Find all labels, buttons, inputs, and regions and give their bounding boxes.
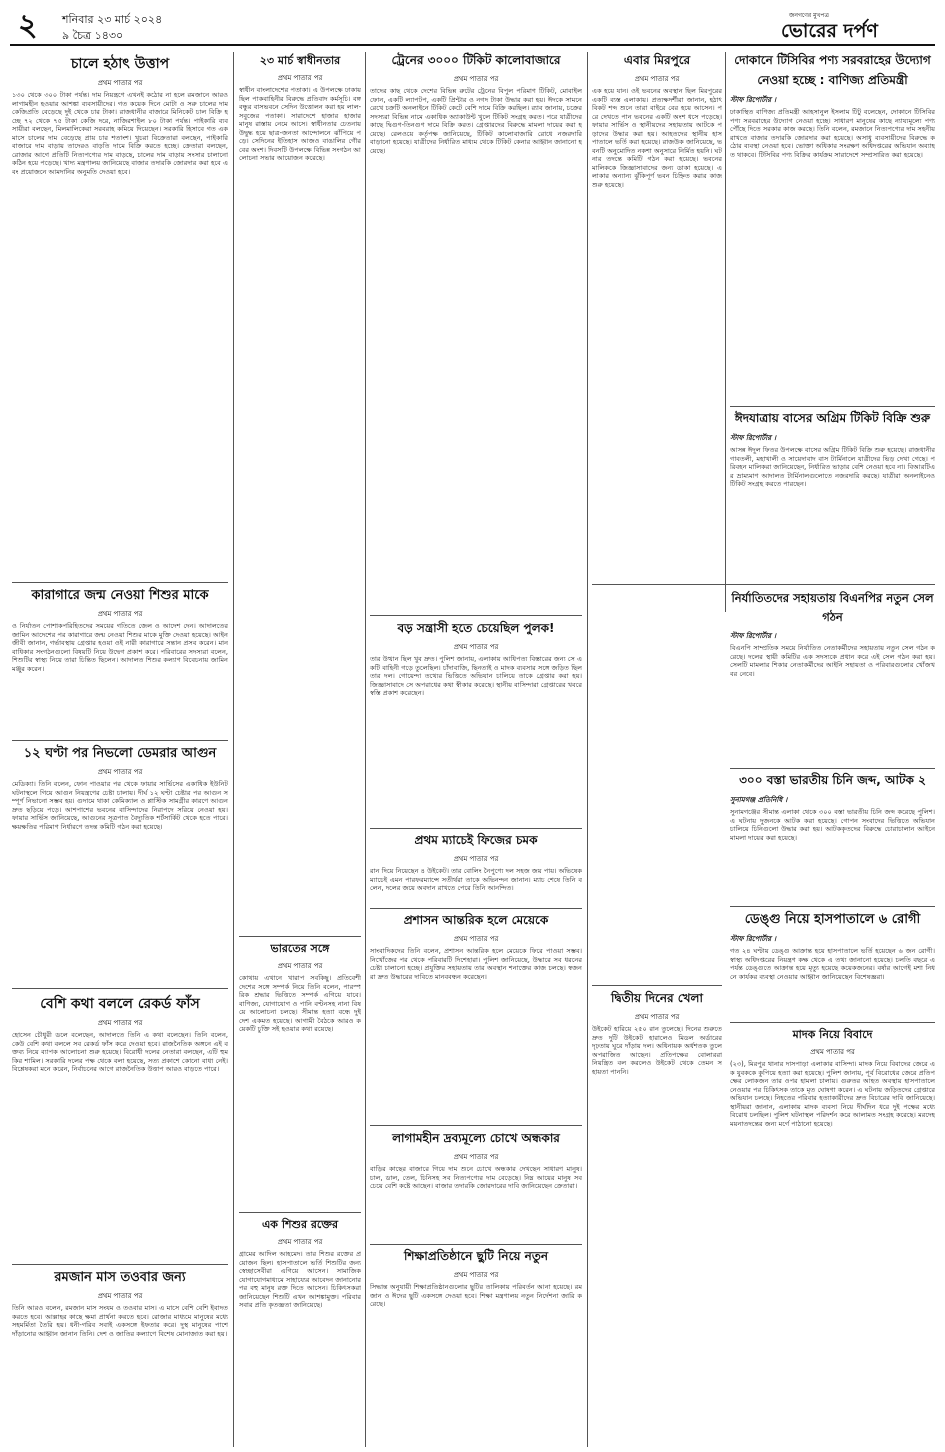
article-body: সিদ্ধান্ত অনুযায়ী শিক্ষাপ্রতিষ্ঠানগুলোর ছুটির তালিকায় পরিবর্তন আনা হয়েছে। রমজান ও ঈদের ছুটি একসঙ্গে দেওয়া হবে। শিক্ষা মন্ত্রণালয় নতুন নির্দেশনা জারি করেছে।: [370, 1283, 582, 1308]
continued-label: প্রথম পাতার পর: [453, 855, 499, 863]
article-ramadan: [12, 1268, 228, 1446]
reporter: স্টাফ রিপোর্টার ।: [730, 935, 777, 943]
date-line-bangla: ৯ চৈত্র ১৪৩০: [62, 29, 124, 42]
reporter: স্টাফ রিপোর্টার ।: [730, 632, 777, 640]
headline: এক শিশুর রক্তের: [261, 1218, 339, 1231]
article-divider: [370, 828, 582, 829]
article-child-blood: [239, 1216, 361, 1446]
article-prison-child: [12, 586, 228, 736]
continued-label: প্রথম পাতার পর: [453, 643, 499, 651]
article-divider: [592, 584, 935, 585]
headline: প্রথম ম্যাচেই ফিজের চমক: [414, 833, 538, 847]
article-train-tickets: [370, 52, 582, 612]
continued-label: প্রথম পাতার পর: [97, 1019, 143, 1027]
headline: ভারতের সঙ্গে: [270, 942, 330, 955]
logo-tagline: জনগণের মুখপত্র: [789, 12, 829, 19]
article-divider: [239, 936, 361, 937]
continued-label: প্রথম পাতার পর: [277, 962, 323, 970]
headline: ঈদযাত্রায় বাসের অগ্রিম টিকিট বিক্রি শুরু: [734, 411, 931, 425]
headline: প্রশাসন আন্তরিক হলে মেয়েকে: [403, 913, 549, 927]
continued-label: প্রথম পাতার পর: [97, 1292, 143, 1300]
article-body: এক হয়ে যান। ওই ভবনের অবস্থান ছিল মিরপুরের একটি ব্যস্ত এলাকায়। প্রত্যক্ষদর্শীরা জানান, হঠাৎ বিকট শব্দ শুনে তারা বাইরে বের হয়ে আসেন। পরে দেখতে পান ভবনের একটি অংশ ধসে পড়েছে। ফায়ার সার্ভিস ও স্থানীয়দের সহায়তায় আটকে পড়াদের উদ্ধার করা হয়। আহতদের স্থানীয় হাসপাতালে ভর্তি করা হয়েছে। রাজউক জানিয়েছে, ভবনটি অনুমোদিত নকশা অনুসারে নির্মিত হয়নি। ঘটনার তদন্তে কমিটি গঠন করা হয়েছে। ভবনের মালিককে জিজ্ঞাসাবাদের জন্য ডাকা হয়েছে। এলাকার অন্যান্য ঝুঁকিপূর্ণ ভবন চিহ্নিত করার কাজ শুরু হয়েছে।: [592, 87, 722, 189]
column-divider: [365, 52, 366, 1447]
article-body: ১৩০ থেকে ৩০০ টাকা পর্যন্ত। দাম নিয়ন্ত্রণে এখনই কঠোর না হলে রমজানে আরও লাগামহীন হওয়ার আশঙ্কা ব্যবসায়ীদের। গত কয়েক দিনে মোটা ও সরু চালের দাম কেজিপ্রতি বেড়েছে দুই থেকে চার টাকা। রাজধানীর বাজারে মিনিকেট চাল বিক্রি হচ্ছে ৭২ থেকে ৭৫ টাকা কেজি দরে, নাজিরশাইল ৮০ টাকা পর্যন্ত। পাইকারি ব্যবসায়ীরা বলছেন, মিলমালিকেরা সরবরাহ কমিয়ে দিয়েছেন। সরকারি হিসাবে গত এক মাসে চালের দাম বেড়েছে প্রায় চার শতাংশ। খুচরা বিক্রেতারা বলছেন, পাইকারি বাজারে দাম বাড়ায় তাদেরও বাড়তি দামে বিক্রি করতে হচ্ছে। ক্রেতারা বলছেন, রোজার আগে প্রতিটি নিত্যপণ্যের দাম বাড়ছে, চালের দাম বাড়ায় সংসার চালানো কঠিন হয়ে পড়েছে। খাদ্য মন্ত্রণালয় জানিয়েছে বাজার তদারকি জোরদার করা হবে এবং প্রয়োজনে আমদানির অনুমতি দেওয়া হবে।: [12, 91, 228, 176]
headline: মাদক নিয়ে বিবাদে: [792, 1028, 873, 1041]
article-mirpur: [592, 52, 722, 982]
article-drug-dispute: [730, 1026, 935, 1446]
article-body: হোসেন চৌধুরী ডলে বলেছেন, আদালতে তিনি এ কথা বলেছেন। তিনি বলেন, কেউ বেশি কথা বললে সব রেকর্ড ফাঁস করে দেওয়া হবে। রাজনৈতিক অঙ্গনে এই বক্তব্য নিয়ে ব্যাপক আলোচনা শুরু হয়েছে। বিরোধী দলের নেতারা বলছেন, এটি হুমকির শামিল। সরকারি দলের পক্ষ থেকে বলা হয়েছে, সত্য প্রকাশে কোনো বাধা নেই। বিশ্লেষকরা মনে করেন, নির্বাচনের আগে রাজনৈতিক উত্তাপ আরও বাড়তে পারে।: [12, 1031, 228, 1073]
column-divider: [587, 52, 588, 1447]
article-body: সুনামগঞ্জের সীমান্ত এলাকা থেকে ৩০০ বস্তা ভারতীয় চিনি জব্দ করেছে পুলিশ। এ ঘটনায় দুজনকে আটক করা হয়েছে। গোপন সংবাদের ভিত্তিতে অভিযান চালিয়ে চিনিগুলো উদ্ধার করা হয়। আটককৃতদের বিরুদ্ধে চোরাচালান আইনে মামলা দায়ের করা হয়েছে।: [730, 808, 935, 842]
article-body: বাড়ির কাছের বাজারে গিয়ে দাম শুনে চোখে অন্ধকার দেখছেন সাধারণ মানুষ। চাল, ডাল, তেল, চিনিসহ সব নিত্যপণ্যের দাম বেড়েছে। নিম্ন আয়ের মানুষ সবচেয়ে বেশি কষ্টে আছেন। বাজার তদারকি জোরদারের দাবি জানিয়েছেন ক্রেতারা।: [370, 1165, 582, 1190]
date-line: শনিবার ২৩ মার্চ ২০২৪: [62, 13, 163, 26]
article-body: উইকেট হারিয়ে ২৫০ রান তুলেছে। দিনের শুরুতে দ্রুত দুটি উইকেট হারালেও মিডল অর্ডারের দৃঢ়তায় ঘুরে দাঁড়ায় দল। অধিনায়ক অর্ধশতক তুলে অপরাজিত আছেন। প্রতিপক্ষের বোলাররা নিয়ন্ত্রিত বল করলেও উইকেট থেকে তেমন সহায়তা পাননি।: [592, 1025, 722, 1076]
page-number: ২: [18, 8, 38, 43]
article-divider: [370, 615, 582, 616]
article-body: (২৩), মিরপুর থানার দাসপাড়া এলাকার বাসিন্দা। মাদক নিয়ে বিবাদের জেরে এক যুবককে কুপিয়ে হত্যা করা হয়েছে। পুলিশ জানায়, পূর্ব বিরোধের জেরে প্রতিপক্ষের লোকজন তার ওপর হামলা চালায়। গুরুতর আহত অবস্থায় হাসপাতালে নেওয়ার পর চিকিৎসক তাকে মৃত ঘোষণা করেন। এ ঘটনায় জড়িতদের গ্রেপ্তারে অভিযান চলছে। নিহতের পরিবার হত্যাকারীদের দ্রুত বিচারের দাবি জানিয়েছে। স্থানীয়রা জানান, এলাকায় মাদক ব্যবসা নিয়ে দীর্ঘদিন ধরে দুই পক্ষের মধ্যে বিরোধ চলছিল। পুলিশ ঘটনাস্থল পরিদর্শন করে আলামত সংগ্রহ করেছে। মরদেহ ময়নাতদন্তের জন্য মর্গে পাঠানো হয়েছে।: [730, 1060, 935, 1128]
article-divider: [370, 1244, 582, 1245]
continued-label: প্রথম পাতার পর: [453, 1153, 499, 1161]
reporter: স্টাফ রিপোর্টার ।: [730, 96, 777, 104]
article-body: ঢাকাস্থিত বাণিজ্য প্রতিমন্ত্রী আহসানুল ইসলাম টিটু বলেছেন, দোকানে টিসিবির পণ্য সরবরাহের উদ্যোগ নেওয়া হচ্ছে। সাধারণ মানুষের কাছে ন্যায্যমূল্যে পণ্য পৌঁছে দিতে সরকার কাজ করছে। তিনি বলেন, রমজানে নিত্যপণ্যের দাম সহনীয় রাখতে বাজার তদারকি জোরদার করা হয়েছে। অসাধু ব্যবসায়ীদের বিরুদ্ধে কঠোর ব্যবস্থা নেওয়া হবে। ভোক্তা অধিকার সংরক্ষণ অধিদপ্তরের অভিযান অব্যাহত থাকবে। টিসিবির পণ্য বিক্রির কার্যক্রম সারাদেশে সম্প্রসারিত করা হয়েছে।: [730, 108, 935, 159]
column-divider: [233, 52, 234, 1447]
logo-name: ভোরের দর্পণ: [781, 20, 878, 42]
continued-label: প্রথম পাতার পর: [97, 768, 143, 776]
continued-label: প্রথম পাতার পর: [453, 75, 499, 83]
continued-label: প্রথম পাতার পর: [810, 1048, 855, 1056]
headline: দ্বিতীয় দিনের খেলা: [611, 991, 703, 1005]
reporter: সুনামগঞ্জ প্রতিনিধি ।: [730, 796, 788, 804]
continued-label: প্রথম পাতার পর: [277, 74, 323, 82]
article-divider: [370, 1125, 582, 1126]
article-body: গত ২৪ ঘণ্টায় ডেঙ্গু আক্রান্ত হয়ে হাসপাতালে ভর্তি হয়েছেন ৬ জন রোগী। স্বাস্থ্য অধিদপ্তরের নিয়ন্ত্রণ কক্ষ থেকে এ তথ্য জানানো হয়েছে। চলতি বছরে এ পর্যন্ত ডেঙ্গুতে আক্রান্ত হয়ে মৃত্যু হয়েছে কয়েকজনের। বর্ষার আগেই মশা নিধনে কার্যকর ব্যবস্থা নেওয়ার আহ্বান জানিয়েছেন বিশেষজ্ঞরা।: [730, 947, 935, 981]
article-divider: [370, 908, 582, 909]
headline: কারাগারে জন্ম নেওয়া শিশুর মাকে: [31, 588, 209, 603]
article-record-leak: [12, 992, 228, 1260]
column-divider: [725, 52, 726, 612]
headline: শিক্ষাপ্রতিষ্ঠানে ছুটি নিয়ে নতুন: [403, 1249, 548, 1263]
headline: রমজান মাস তওবার জন্য: [54, 1270, 186, 1285]
article-sugar-seized: [730, 772, 935, 902]
article-divider: [12, 1264, 228, 1265]
article-divider: [730, 1022, 935, 1023]
article-eid-bus: [730, 410, 935, 580]
article-pulak: [370, 620, 582, 825]
article-divider: [12, 582, 228, 583]
page-header: [10, 8, 935, 46]
headline: ২৩ মার্চ স্বাধীনতার: [259, 54, 341, 67]
article-divider: [592, 985, 722, 986]
continued-label: প্রথম পাতার পর: [97, 610, 143, 618]
continued-label: প্রথম পাতার পর: [453, 1271, 499, 1279]
article-body: স্বাধীন বাংলাদেশের পতাকা। এ উপলক্ষে ঢাকায় ছিল পাকবাহিনীর বিরুদ্ধে প্রতিবাদ কর্মসূচি। বঙ্গবন্ধুর বাসভবনে সেদিন উত্তোলন করা হয় লাল-সবুজের পতাকা। সারাদেশে হাজার হাজার মানুষ রাস্তায় নেমে আসে। স্বাধীনতার চেতনায় উদ্বুদ্ধ হয়ে ছাত্র-জনতা আন্দোলনে ঝাঁপিয়ে পড়ে। সেদিনের ইতিহাস আজও বাঙালির গৌরবের অংশ। দিবসটি উপলক্ষে বিভিন্ন সংগঠন আলোচনা সভার আয়োজন করেছে।: [239, 86, 361, 162]
headline: ট্রেনের ৩০০০ টিকিট কালোবাজারে: [391, 53, 561, 67]
article-bnp-cell: [730, 590, 935, 765]
article-body: রান দিয়ে নিয়েছেন ৪ উইকেট। তার বোলিং নৈপুণ্যে দল সহজ জয় পায়। অভিষেক ম্যাচেই এমন পারফরম্যান্সে সতীর্থরা তাকে অভিনন্দন জানান। ম্যাচ শেষে তিনি বলেন, দলের জয়ে অবদান রাখতে পেরে তিনি আনন্দিত।: [370, 867, 582, 892]
article-body: বিএনপি সাম্প্রতিক সময়ে নির্যাতিত নেতাকর্মীদের সহায়তায় নতুন সেল গঠন করেছে। দলের স্থায়ী কমিটির এক সদস্যকে প্রধান করে এই সেল গঠন করা হয়। সেলটি মামলার শিকার নেতাকর্মীদের আইনি সহায়তা ও পরিবারগুলোর খোঁজখবর নেবে।: [730, 644, 935, 678]
reporter: স্টাফ রিপোর্টার ।: [730, 434, 777, 442]
article-body: কোথায় এখানে খারাপ সবকিছু। প্রতিবেশী দেশের সঙ্গে সম্পর্ক নিয়ে তিনি বলেন, পারস্পরিক শ্রদ্ধার ভিত্তিতে সম্পর্ক এগিয়ে যাবে। বাণিজ্য, যোগাযোগ ও পানি বণ্টনসহ নানা বিষয়ে আলোচনা চলছে। সীমান্ত হত্যা বন্ধে দুই দেশ একমত হয়েছে। আগামী বৈঠকে আরও কয়েকটি চুক্তি সই হওয়ার কথা রয়েছে।: [239, 974, 361, 1033]
article-body: তাদের কাছ থেকে দেশের বিভিন্ন রুটের ট্রেনের বিপুল পরিমাণ টিকিট, মোবাইল ফোন, একটি ল্যাপটপ, একটি প্রিন্টার ও নগদ টাকা উদ্ধার করা হয়। ঈদকে সামনে রেখে চক্রটি অনলাইনে টিকিট কেটে বেশি দামে বিক্রি করছিল। র‍্যাব জানায়, চক্রের সদস্যরা বিভিন্ন নামে একাধিক অ্যাকাউন্ট খুলে টিকিট সংগ্রহ করত। পরে যাত্রীদের কাছে দ্বিগুণ-তিনগুণ দামে বিক্রি করত। গ্রেপ্তারদের বিরুদ্ধে মামলা দায়ের করা হয়েছে। রেলওয়ে কর্তৃপক্ষ জানিয়েছে, টিকিট কালোবাজারি রোধে নজরদারি বাড়ানো হয়েছে। যাত্রীদের নির্ধারিত মাধ্যম থেকে টিকিট কেনার আহ্বান জানানো হয়েছে।: [370, 87, 582, 155]
headline: লাগামহীন দ্রব্যমূল্যে চোখে অন্ধকার: [392, 1131, 560, 1145]
article-divider: [239, 1212, 361, 1213]
continued-label: প্রথম পাতার পর: [97, 79, 143, 87]
headline: ডেঙ্গু নিয়ে হাসপাতালে ৬ রোগী: [744, 912, 921, 927]
headline: এবার মিরপুরে: [623, 53, 691, 67]
article-divider: [12, 740, 228, 741]
article-tcb: [730, 52, 935, 402]
continued-label: প্রথম পাতার পর: [277, 1238, 323, 1246]
headline: বড় সন্ত্রাসী হতে চেয়েছিল পুলক!: [397, 621, 555, 635]
article-rice-price: [12, 52, 228, 580]
article-education-holiday: [370, 1248, 582, 1446]
article-prices-darkness: [370, 1130, 582, 1240]
article-divider: [12, 988, 228, 989]
headline: চালে হঠাৎ উত্তাপ: [70, 56, 170, 72]
article-body: সাংবাদিকদের তিনি বলেন, প্রশাসন আন্তরিক হলে মেয়েকে ফিরে পাওয়া সম্ভব। নিখোঁজের পর থেকে পরিবারটি দিশেহারা। পুলিশ জানিয়েছে, উদ্ধারে সব ধরনের চেষ্টা চালানো হচ্ছে। প্রযুক্তির সহায়তায় তার অবস্থান শনাক্তের কাজ চলছে। স্বজনরা দ্রুত উদ্ধারের দাবিতে মানববন্ধন করেছেন।: [370, 947, 582, 981]
continued-label: প্রথম পাতার পর: [453, 935, 499, 943]
article-second-day: [592, 990, 722, 1446]
headline: বেশি কথা বললে রেকর্ড ফাঁস: [40, 996, 200, 1012]
continued-label: প্রথম পাতার পর: [634, 1013, 680, 1021]
masthead-logo: [781, 10, 931, 40]
article-body: তিনি আরও বলেন, রমজান মাস সংযম ও তওবার মাস। এ মাসে বেশি বেশি ইবাদত করতে হবে। আল্লাহর কাছে ক্ষমা প্রার্থনা করতে হবে। রোজার মাধ্যমে মানুষের মধ্যে সহমর্মিতা তৈরি হয়। ধনী-গরিব সবাই একসঙ্গে ইফতার করে। দুস্থ মানুষের পাশে দাঁড়ানোর আহ্বান জানান তিনি। দেশ ও জাতির কল্যাণে বিশেষ মোনাজাত করা হয়।: [12, 1304, 228, 1338]
article-demra-fire: [12, 744, 228, 984]
article-divider: [730, 768, 935, 769]
article-march-23: [239, 52, 361, 932]
article-dengue: [730, 910, 935, 1018]
article-divider: [730, 906, 935, 907]
article-body: আসন্ন ঈদুল ফিতর উপলক্ষে বাসের অগ্রিম টিকিট বিক্রি শুরু হয়েছে। রাজধানীর গাবতলী, মহাখালী ও সায়েদাবাদ বাস টার্মিনালে যাত্রীদের ভিড় দেখা গেছে। পরিবহন মালিকরা জানিয়েছেন, নির্ধারিত ভাড়ার বেশি নেওয়া হবে না। বিআরটিএর ভ্রাম্যমাণ আদালত টার্মিনালগুলোতে নজরদারি করছে। যাত্রীরা অনলাইনেও টিকিট সংগ্রহ করতে পারছেন।: [730, 446, 935, 488]
article-body: গ্রামের আদিল আহমেদ। তার শিশুর রক্তের প্রয়োজন ছিল। হাসপাতালে ভর্তি শিশুটির জন্য স্বেচ্ছাসেবীরা এগিয়ে আসেন। সামাজিক যোগাযোগমাধ্যমে সাহায্যের আবেদন জানানোর পর বহু মানুষ রক্ত দিতে আসেন। চিকিৎসকরা জানিয়েছেন শিশুটি এখন আশঙ্কামুক্ত। পরিবার সবার প্রতি কৃতজ্ঞতা জানিয়েছে।: [239, 1250, 361, 1309]
continued-label: প্রথম পাতার পর: [634, 75, 680, 83]
article-body: ও নির্যাতন পোশাকপরিহিতদের সময়ের গতিতে জেল ও আদেশ দেন। আদালতের জামিন আদেশের পর কারাগারে জন্ম নেওয়া শিশুর মাকে মুক্তি দেওয়া হয়েছে। আইনজীবী জানান, গর্ভাবস্থায় গ্রেপ্তার হওয়া ওই নারী কারাগারে সন্তান প্রসব করেন। মানবাধিকার সংগঠনগুলো বিষয়টি নিয়ে উদ্বেগ প্রকাশ করে। পরিবারের সদস্যরা বলেন, শিশুটির স্বাস্থ্য নিয়ে তারা চিন্তিত ছিলেন। আদালত শিশুর কল্যাণ বিবেচনায় জামিন মঞ্জুর করেন।: [12, 622, 228, 673]
article-divider: [730, 406, 935, 407]
headline: ৩০০ বস্তা ভারতীয় চিনি জব্দ, আটক ২: [739, 773, 926, 787]
article-body: মেডিক্যা। তিনি বলেন, ফোন পাওয়ার পর থেকে ফায়ার সার্ভিসের একাধিক ইউনিট ঘটনাস্থলে গিয়ে আগুন নিয়ন্ত্রণের চেষ্টা চালায়। দীর্ঘ ১২ ঘণ্টা চেষ্টার পর আগুন সম্পূর্ণ নিভানো সম্ভব হয়। গুদামে থাকা কেমিক্যাল ও প্লাস্টিক সামগ্রীর কারণে আগুন দ্রুত ছড়িয়ে পড়ে। আশপাশের ভবনের বাসিন্দাদের নিরাপদে সরিয়ে নেওয়া হয়। ফায়ার সার্ভিস জানিয়েছে, আগুনের সূত্রপাত বৈদ্যুতিক শর্টসার্কিট থেকে হতে পারে। ক্ষয়ক্ষতির পরিমাণ নির্ধারণে তদন্ত কমিটি গঠন করা হয়েছে।: [12, 780, 228, 831]
headline: ১২ ঘণ্টা পর নিভলো ডেমরার আগুন: [23, 746, 217, 761]
headline: নির্যাতিতদের সহায়তায় বিএনপির নতুন সেল গঠন: [731, 591, 934, 624]
article-india: [239, 940, 361, 1208]
article-fizz: [370, 832, 582, 904]
article-body: তার উত্থান ছিল খুব দ্রুত। পুলিশ জানায়, এলাকায় আধিপত্য বিস্তারের জন্য সে একটি বাহিনী গড়ে তুলেছিল। চাঁদাবাজি, ছিনতাই ও মাদক ব্যবসার সঙ্গে জড়িত ছিল তার দল। গোয়েন্দা তথ্যের ভিত্তিতে অভিযান চালিয়ে তাকে গ্রেপ্তার করা হয়। জিজ্ঞাসাবাদে সে অপরাধের কথা স্বীকার করেছে। স্থানীয় বাসিন্দারা গ্রেপ্তারের খবরে স্বস্তি প্রকাশ করেছেন।: [370, 655, 582, 697]
headline: দোকানে টিসিবির পণ্য সরবরাহের উদ্যোগ নেওয়া হচ্ছে : বাণিজ্য প্রতিমন্ত্রী: [734, 53, 931, 87]
article-administration: [370, 912, 582, 1122]
